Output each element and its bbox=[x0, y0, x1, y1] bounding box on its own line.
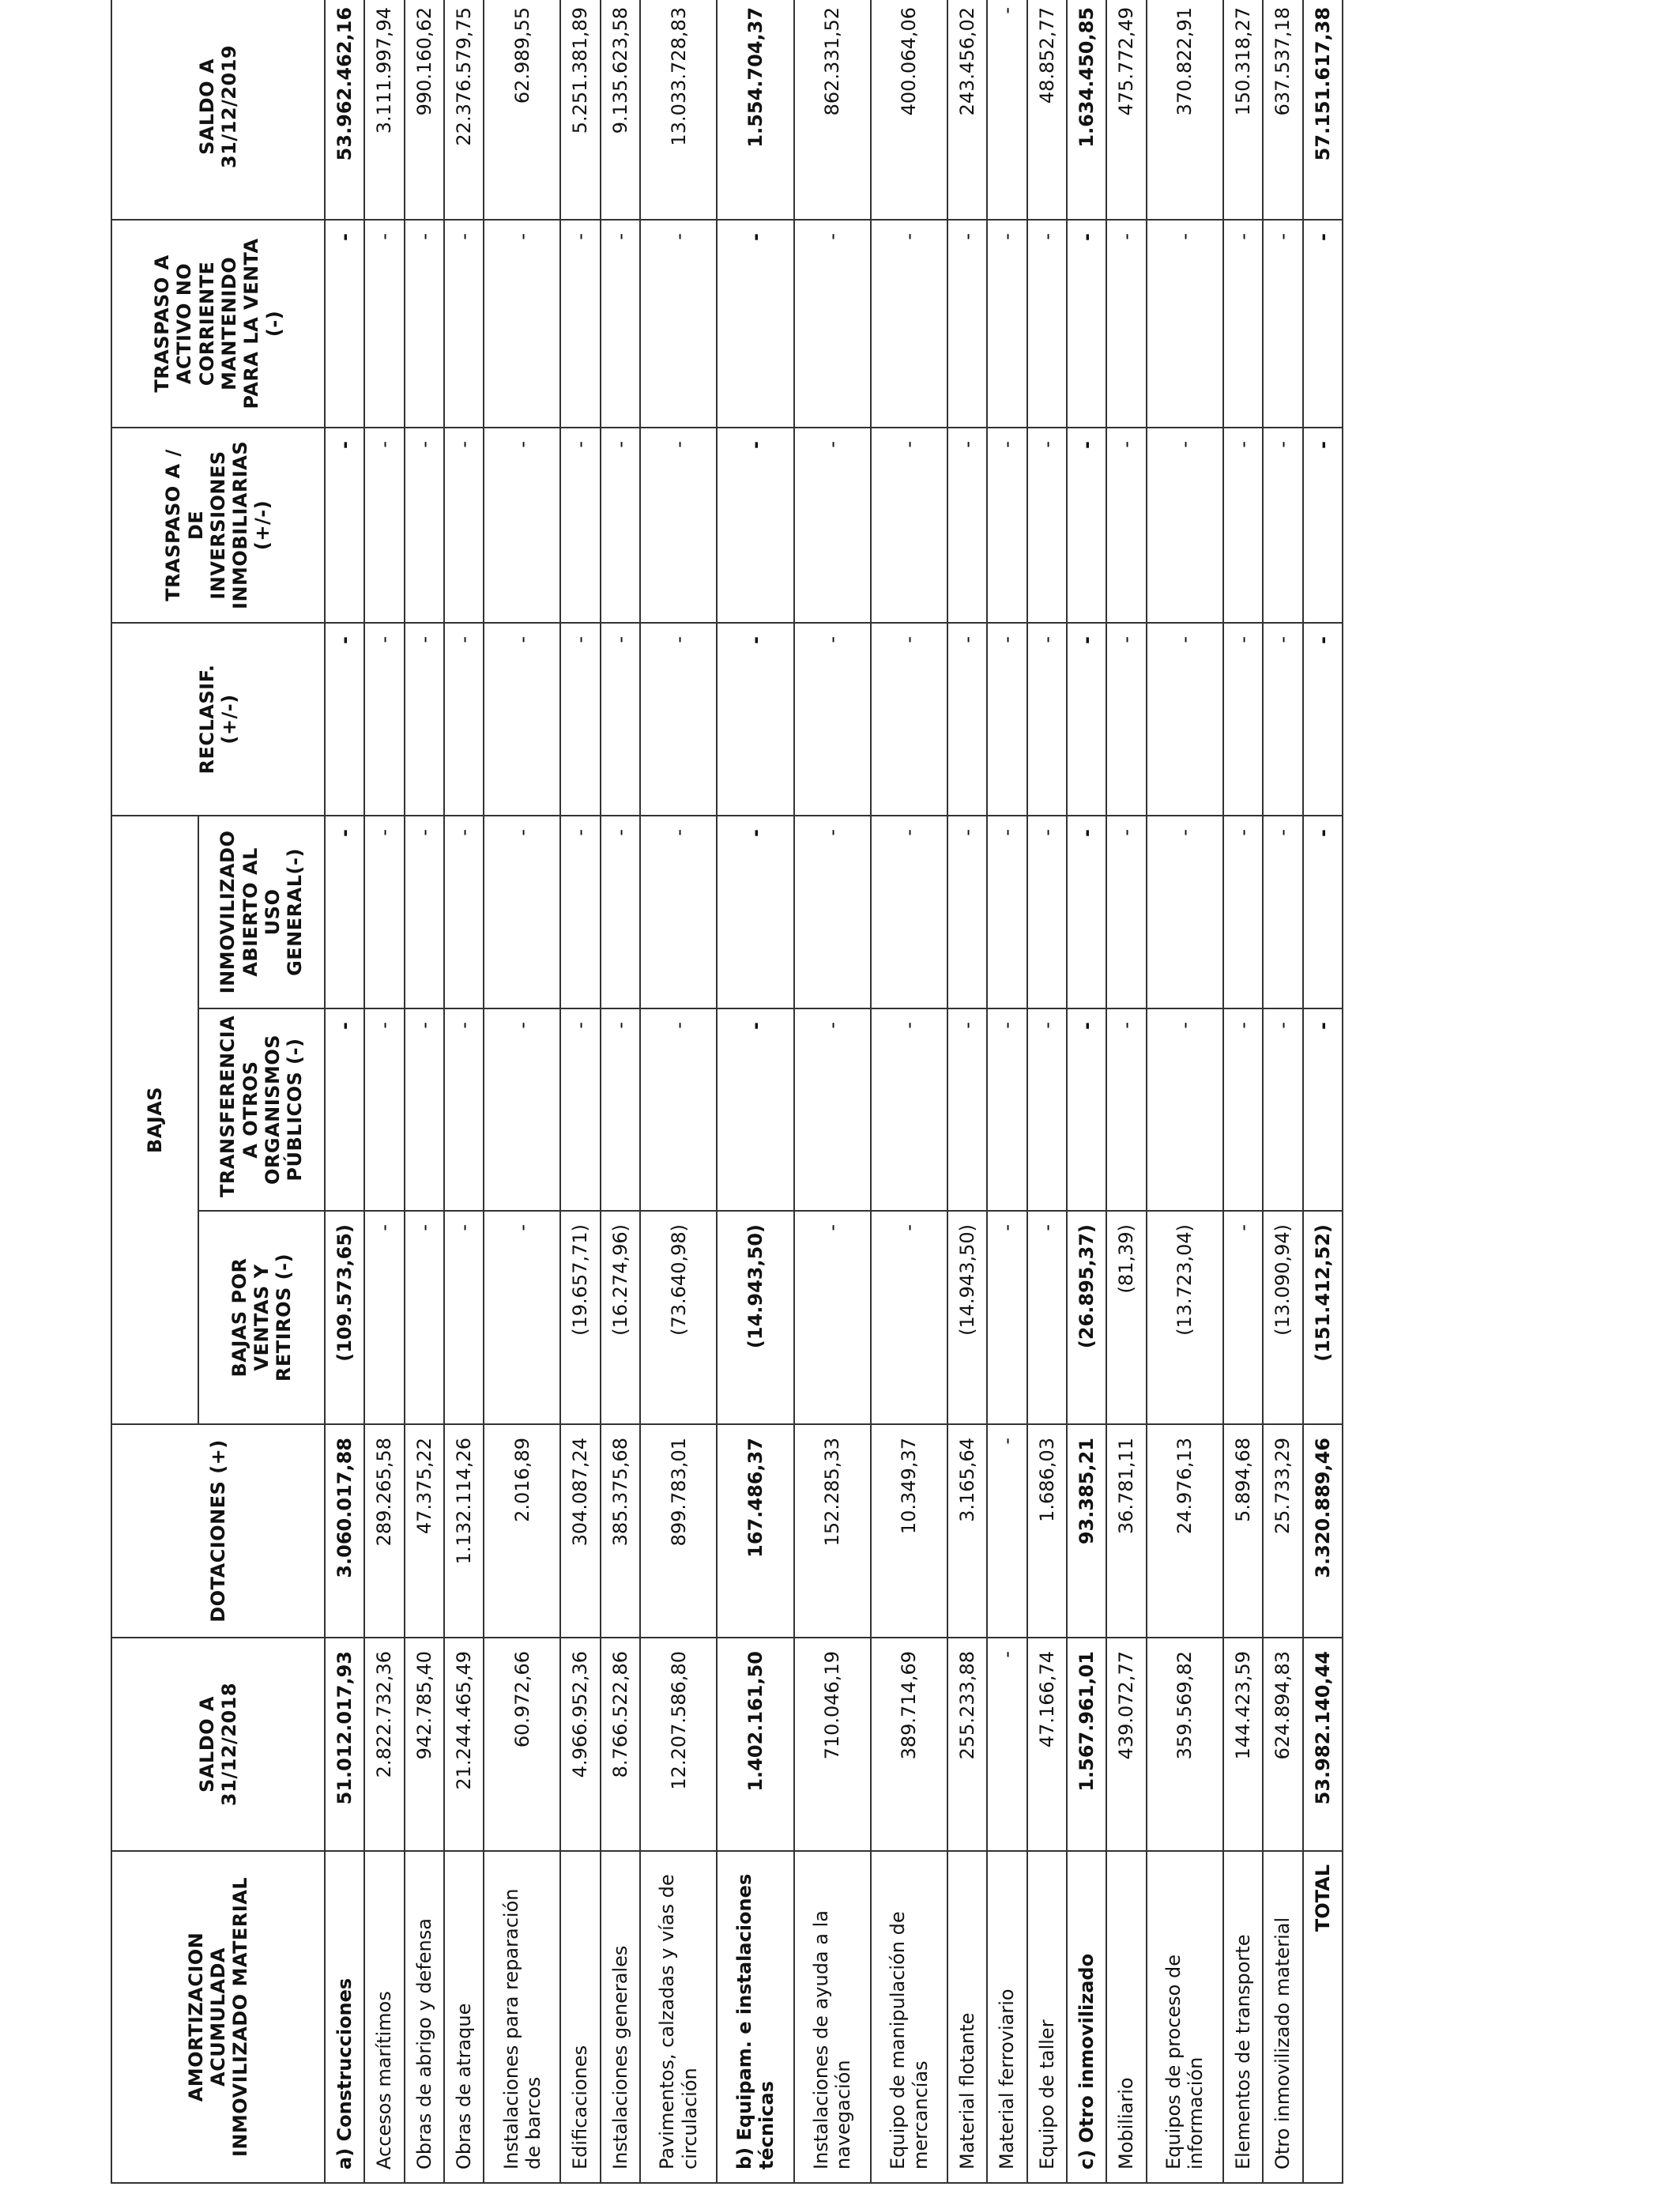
concept-cell: Material flotante bbox=[947, 1851, 987, 2183]
table-row bbox=[640, 0, 717, 2183]
reclasif-cell: - bbox=[717, 623, 793, 816]
header-saldo-final: SALDO A 31/12/2019 bbox=[111, 0, 325, 220]
traspaso-inversiones-cell: - bbox=[794, 428, 871, 623]
saldo-final-cell: 150.318,27 bbox=[1223, 0, 1263, 220]
saldo-final-cell: 53.962.462,16 bbox=[325, 0, 364, 220]
dotaciones-cell: 1.132.114,26 bbox=[444, 1424, 484, 1638]
reclasif-cell: - bbox=[1106, 623, 1146, 816]
saldo-final-cell: 243.456,02 bbox=[947, 0, 987, 220]
transferencia-cell: - bbox=[364, 1008, 404, 1211]
reclasif-cell: - bbox=[987, 623, 1026, 816]
concept-cell: Edificaciones bbox=[560, 1851, 600, 2183]
saldo-final-cell: 22.376.579,75 bbox=[444, 0, 484, 220]
saldo-inicial-cell: 2.822.732,36 bbox=[364, 1638, 404, 1851]
concept-cell: Equipos de proceso de información bbox=[1147, 1851, 1223, 2183]
saldo-inicial-cell: 21.244.465,49 bbox=[444, 1638, 484, 1851]
inmovilizado-uso-cell: - bbox=[640, 816, 717, 1008]
transferencia-cell: - bbox=[1303, 1008, 1343, 1211]
reclasif-cell: - bbox=[1303, 623, 1343, 816]
dotaciones-cell: 899.783,01 bbox=[640, 1424, 717, 1638]
traspaso-activo-cell: - bbox=[871, 220, 947, 428]
transferencia-cell: - bbox=[640, 1008, 717, 1211]
table-row bbox=[364, 0, 404, 2183]
bajas-ventas-cell: - bbox=[987, 1211, 1026, 1424]
concept-cell: Instalaciones de ayuda a la navegación bbox=[794, 1851, 871, 2183]
concept-cell: Pavimentos, calzadas y vías de circulación bbox=[640, 1851, 717, 2183]
reclasif-cell: - bbox=[1067, 623, 1106, 816]
saldo-final-cell: 9.135.623,58 bbox=[601, 0, 640, 220]
transferencia-cell: - bbox=[560, 1008, 600, 1211]
saldo-inicial-cell: 942.785,40 bbox=[405, 1638, 444, 1851]
concept-cell: a) Construcciones bbox=[325, 1851, 364, 2183]
header-inmovilizado-uso: INMOVILIZADO ABIERTO AL USO GENERAL(-) bbox=[198, 816, 325, 1008]
dotaciones-cell: 2.016,89 bbox=[484, 1424, 560, 1638]
inmovilizado-uso-cell: - bbox=[1223, 816, 1263, 1008]
saldo-final-cell: 62.989,55 bbox=[484, 0, 560, 220]
table-row bbox=[1223, 0, 1263, 2183]
concept-cell: c) Otro inmovilizado bbox=[1067, 1851, 1106, 2183]
concept-cell: Instalaciones generales bbox=[601, 1851, 640, 2183]
saldo-inicial-cell: 53.982.140,44 bbox=[1303, 1638, 1343, 1851]
transferencia-cell: - bbox=[325, 1008, 364, 1211]
reclasif-cell: - bbox=[947, 623, 987, 816]
table-row bbox=[484, 0, 560, 2183]
traspaso-inversiones-cell: - bbox=[1027, 428, 1067, 623]
table-row bbox=[325, 0, 364, 2183]
table-row bbox=[560, 0, 600, 2183]
table-row bbox=[1027, 0, 1067, 2183]
reclasif-cell: - bbox=[601, 623, 640, 816]
transferencia-cell: - bbox=[947, 1008, 987, 1211]
saldo-inicial-cell: - bbox=[987, 1638, 1026, 1851]
table-row bbox=[405, 0, 444, 2183]
table-row bbox=[444, 0, 484, 2183]
header-transferencia: TRANSFERENCIA A OTROS ORGANISMOS PÚBLICOS (-) bbox=[198, 1008, 325, 1211]
inmovilizado-uso-cell: - bbox=[444, 816, 484, 1008]
inmovilizado-uso-cell: - bbox=[1263, 816, 1302, 1008]
traspaso-inversiones-cell: - bbox=[1303, 428, 1343, 623]
saldo-inicial-cell: 12.207.586,80 bbox=[640, 1638, 717, 1851]
reclasif-cell: - bbox=[871, 623, 947, 816]
transferencia-cell: - bbox=[1067, 1008, 1106, 1211]
dotaciones-cell: 152.285,33 bbox=[794, 1424, 871, 1638]
saldo-inicial-cell: 1.567.961,01 bbox=[1067, 1638, 1106, 1851]
concept-cell: Otro inmovilizado material bbox=[1263, 1851, 1302, 2183]
table-row bbox=[1067, 0, 1106, 2183]
bajas-ventas-cell: - bbox=[871, 1211, 947, 1424]
transferencia-cell: - bbox=[871, 1008, 947, 1211]
dotaciones-cell: 5.894,68 bbox=[1223, 1424, 1263, 1638]
table-row bbox=[717, 0, 793, 2183]
dotaciones-cell: 36.781,11 bbox=[1106, 1424, 1146, 1638]
saldo-inicial-cell: 4.966.952,36 bbox=[560, 1638, 600, 1851]
total-row bbox=[1303, 0, 1343, 2183]
inmovilizado-uso-cell: - bbox=[364, 816, 404, 1008]
inmovilizado-uso-cell: - bbox=[947, 816, 987, 1008]
saldo-final-cell: 1.634.450,85 bbox=[1067, 0, 1106, 220]
dotaciones-cell: 93.385,21 bbox=[1067, 1424, 1106, 1638]
saldo-final-cell: 475.772,49 bbox=[1106, 0, 1146, 220]
inmovilizado-uso-cell: - bbox=[1303, 816, 1343, 1008]
bajas-ventas-cell: - bbox=[405, 1211, 444, 1424]
transferencia-cell: - bbox=[444, 1008, 484, 1211]
traspaso-inversiones-cell: - bbox=[484, 428, 560, 623]
traspaso-inversiones-cell: - bbox=[560, 428, 600, 623]
bajas-ventas-cell: (19.657,71) bbox=[560, 1211, 600, 1424]
concept-cell: Mobiliario bbox=[1106, 1851, 1146, 2183]
traspaso-activo-cell: - bbox=[1067, 220, 1106, 428]
traspaso-inversiones-cell: - bbox=[1067, 428, 1106, 623]
traspaso-inversiones-cell: - bbox=[444, 428, 484, 623]
reclasif-cell: - bbox=[640, 623, 717, 816]
dotaciones-cell: 25.733,29 bbox=[1263, 1424, 1302, 1638]
traspaso-inversiones-cell: - bbox=[987, 428, 1026, 623]
transferencia-cell: - bbox=[601, 1008, 640, 1211]
table-row bbox=[871, 0, 947, 2183]
table-row bbox=[1147, 0, 1223, 2183]
table-row bbox=[794, 0, 871, 2183]
saldo-inicial-cell: 255.233,88 bbox=[947, 1638, 987, 1851]
saldo-inicial-cell: 47.166,74 bbox=[1027, 1638, 1067, 1851]
dotaciones-cell: 3.320.889,46 bbox=[1303, 1424, 1343, 1638]
saldo-final-cell: 370.822,91 bbox=[1147, 0, 1223, 220]
bajas-ventas-cell: (13.723,04) bbox=[1147, 1211, 1223, 1424]
traspaso-activo-cell: - bbox=[1106, 220, 1146, 428]
traspaso-inversiones-cell: - bbox=[601, 428, 640, 623]
bajas-ventas-cell: (13.090,94) bbox=[1263, 1211, 1302, 1424]
traspaso-activo-cell: - bbox=[601, 220, 640, 428]
dotaciones-cell: 289.265,58 bbox=[364, 1424, 404, 1638]
saldo-final-cell: 5.251.381,89 bbox=[560, 0, 600, 220]
traspaso-activo-cell: - bbox=[325, 220, 364, 428]
bajas-ventas-cell: (81,39) bbox=[1106, 1211, 1146, 1424]
traspaso-activo-cell: - bbox=[794, 220, 871, 428]
saldo-inicial-cell: 51.012.017,93 bbox=[325, 1638, 364, 1851]
header-saldo-inicial: SALDO A 31/12/2018 bbox=[111, 1638, 325, 1851]
saldo-final-cell: 400.064,06 bbox=[871, 0, 947, 220]
transferencia-cell: - bbox=[717, 1008, 793, 1211]
inmovilizado-uso-cell: - bbox=[560, 816, 600, 1008]
traspaso-activo-cell: - bbox=[947, 220, 987, 428]
transferencia-cell: - bbox=[405, 1008, 444, 1211]
traspaso-activo-cell: - bbox=[444, 220, 484, 428]
traspaso-inversiones-cell: - bbox=[640, 428, 717, 623]
bajas-ventas-cell: - bbox=[1027, 1211, 1067, 1424]
dotaciones-cell: 47.375,22 bbox=[405, 1424, 444, 1638]
header-bajas: BAJAS bbox=[111, 816, 198, 1424]
saldo-final-cell: 3.111.997,94 bbox=[364, 0, 404, 220]
reclasif-cell: - bbox=[444, 623, 484, 816]
bajas-ventas-cell: (26.895,37) bbox=[1067, 1211, 1106, 1424]
transferencia-cell: - bbox=[1106, 1008, 1146, 1211]
amortization-table bbox=[111, 0, 1343, 2184]
inmovilizado-uso-cell: - bbox=[1067, 816, 1106, 1008]
saldo-inicial-cell: 389.714,69 bbox=[871, 1638, 947, 1851]
bajas-ventas-cell: - bbox=[364, 1211, 404, 1424]
saldo-inicial-cell: 439.072,77 bbox=[1106, 1638, 1146, 1851]
saldo-final-cell: 990.160,62 bbox=[405, 0, 444, 220]
saldo-final-cell: 13.033.728,83 bbox=[640, 0, 717, 220]
traspaso-activo-cell: - bbox=[987, 220, 1026, 428]
inmovilizado-uso-cell: - bbox=[794, 816, 871, 1008]
concept-cell: Equipo de manipulación de mercancías bbox=[871, 1851, 947, 2183]
reclasif-cell: - bbox=[794, 623, 871, 816]
table-body bbox=[325, 0, 1343, 2183]
saldo-final-cell: 637.537,18 bbox=[1263, 0, 1302, 220]
reclasif-cell: - bbox=[484, 623, 560, 816]
inmovilizado-uso-cell: - bbox=[484, 816, 560, 1008]
rotated-page bbox=[111, 0, 1343, 2184]
traspaso-activo-cell: - bbox=[364, 220, 404, 428]
transferencia-cell: - bbox=[1223, 1008, 1263, 1211]
traspaso-activo-cell: - bbox=[1223, 220, 1263, 428]
bajas-ventas-cell: (151.412,52) bbox=[1303, 1211, 1343, 1424]
saldo-inicial-cell: 60.972,66 bbox=[484, 1638, 560, 1851]
reclasif-cell: - bbox=[364, 623, 404, 816]
table-row bbox=[601, 0, 640, 2183]
dotaciones-cell: 24.976,13 bbox=[1147, 1424, 1223, 1638]
traspaso-inversiones-cell: - bbox=[405, 428, 444, 623]
saldo-final-cell: 57.151.617,38 bbox=[1303, 0, 1343, 220]
concept-cell: Accesos marítimos bbox=[364, 1851, 404, 2183]
transferencia-cell: - bbox=[484, 1008, 560, 1211]
bajas-ventas-cell: (14.943,50) bbox=[947, 1211, 987, 1424]
dotaciones-cell: 304.087,24 bbox=[560, 1424, 600, 1638]
transferencia-cell: - bbox=[1263, 1008, 1302, 1211]
saldo-inicial-cell: 359.569,82 bbox=[1147, 1638, 1223, 1851]
reclasif-cell: - bbox=[560, 623, 600, 816]
reclasif-cell: - bbox=[1147, 623, 1223, 816]
inmovilizado-uso-cell: - bbox=[1106, 816, 1146, 1008]
bajas-ventas-cell: (16.274,96) bbox=[601, 1211, 640, 1424]
table-row bbox=[947, 0, 987, 2183]
inmovilizado-uso-cell: - bbox=[987, 816, 1026, 1008]
bajas-ventas-cell: - bbox=[444, 1211, 484, 1424]
inmovilizado-uso-cell: - bbox=[325, 816, 364, 1008]
table-row bbox=[987, 0, 1026, 2183]
traspaso-activo-cell: - bbox=[717, 220, 793, 428]
table-row bbox=[1106, 0, 1146, 2183]
header-bajas-ventas: BAJAS POR VENTAS Y RETIROS (-) bbox=[198, 1211, 325, 1424]
traspaso-inversiones-cell: - bbox=[1223, 428, 1263, 623]
traspaso-activo-cell: - bbox=[1027, 220, 1067, 428]
header-concept: AMORTIZACION ACUMULADA INMOVILIZADO MATERIAL bbox=[111, 1851, 325, 2183]
header-dotaciones: DOTACIONES (+) bbox=[111, 1424, 325, 1638]
saldo-final-cell: 1.554.704,37 bbox=[717, 0, 793, 220]
traspaso-activo-cell: - bbox=[405, 220, 444, 428]
traspaso-inversiones-cell: - bbox=[1263, 428, 1302, 623]
traspaso-inversiones-cell: - bbox=[325, 428, 364, 623]
transferencia-cell: - bbox=[1027, 1008, 1067, 1211]
saldo-inicial-cell: 1.402.161,50 bbox=[717, 1638, 793, 1851]
traspaso-activo-cell: - bbox=[1147, 220, 1223, 428]
header-traspaso-activo: TRASPASO A ACTIVO NO CORRIENTE MANTENIDO PARA LA VENTA (-) bbox=[111, 220, 325, 428]
traspaso-activo-cell: - bbox=[560, 220, 600, 428]
traspaso-inversiones-cell: - bbox=[364, 428, 404, 623]
bajas-ventas-cell: (14.943,50) bbox=[717, 1211, 793, 1424]
inmovilizado-uso-cell: - bbox=[717, 816, 793, 1008]
transferencia-cell: - bbox=[794, 1008, 871, 1211]
traspaso-activo-cell: - bbox=[1263, 220, 1302, 428]
concept-cell: Obras de abrigo y defensa bbox=[405, 1851, 444, 2183]
traspaso-inversiones-cell: - bbox=[1147, 428, 1223, 623]
concept-cell: Instalaciones para reparación de barcos bbox=[484, 1851, 560, 2183]
inmovilizado-uso-cell: - bbox=[871, 816, 947, 1008]
concept-cell: TOTAL bbox=[1303, 1851, 1343, 2183]
reclasif-cell: - bbox=[405, 623, 444, 816]
table-row bbox=[1263, 0, 1302, 2183]
traspaso-inversiones-cell: - bbox=[717, 428, 793, 623]
reclasif-cell: - bbox=[1027, 623, 1067, 816]
traspaso-activo-cell: - bbox=[640, 220, 717, 428]
reclasif-cell: - bbox=[1223, 623, 1263, 816]
concept-cell: b) Equipam. e instalaciones técnicas bbox=[717, 1851, 793, 2183]
saldo-final-cell: 48.852,77 bbox=[1027, 0, 1067, 220]
inmovilizado-uso-cell: - bbox=[405, 816, 444, 1008]
saldo-inicial-cell: 8.766.522,86 bbox=[601, 1638, 640, 1851]
traspaso-activo-cell: - bbox=[1303, 220, 1343, 428]
saldo-inicial-cell: 710.046,19 bbox=[794, 1638, 871, 1851]
header-traspaso-inversiones: TRASPASO A / DE INVERSIONES INMOBILIARIAS (+/-) bbox=[111, 428, 325, 623]
saldo-final-cell: - bbox=[987, 0, 1026, 220]
traspaso-inversiones-cell: - bbox=[871, 428, 947, 623]
traspaso-inversiones-cell: - bbox=[947, 428, 987, 623]
saldo-inicial-cell: 144.423,59 bbox=[1223, 1638, 1263, 1851]
concept-cell: Material ferroviario bbox=[987, 1851, 1026, 2183]
saldo-inicial-cell: 624.894,83 bbox=[1263, 1638, 1302, 1851]
header-reclasif: RECLASIF. (+/-) bbox=[111, 623, 325, 816]
bajas-ventas-cell: (109.573,65) bbox=[325, 1211, 364, 1424]
bajas-ventas-cell: - bbox=[794, 1211, 871, 1424]
reclasif-cell: - bbox=[1263, 623, 1302, 816]
dotaciones-cell: 167.486,37 bbox=[717, 1424, 793, 1638]
dotaciones-cell: 3.060.017,88 bbox=[325, 1424, 364, 1638]
transferencia-cell: - bbox=[1147, 1008, 1223, 1211]
bajas-ventas-cell: - bbox=[1223, 1211, 1263, 1424]
transferencia-cell: - bbox=[987, 1008, 1026, 1211]
concept-cell: Obras de atraque bbox=[444, 1851, 484, 2183]
inmovilizado-uso-cell: - bbox=[601, 816, 640, 1008]
traspaso-inversiones-cell: - bbox=[1106, 428, 1146, 623]
bajas-ventas-cell: - bbox=[484, 1211, 560, 1424]
reclasif-cell: - bbox=[325, 623, 364, 816]
inmovilizado-uso-cell: - bbox=[1147, 816, 1223, 1008]
dotaciones-cell: 10.349,37 bbox=[871, 1424, 947, 1638]
dotaciones-cell: - bbox=[987, 1424, 1026, 1638]
dotaciones-cell: 1.686,03 bbox=[1027, 1424, 1067, 1638]
traspaso-activo-cell: - bbox=[484, 220, 560, 428]
concept-cell: Elementos de transporte bbox=[1223, 1851, 1263, 2183]
bajas-ventas-cell: (73.640,98) bbox=[640, 1211, 717, 1424]
dotaciones-cell: 3.165,64 bbox=[947, 1424, 987, 1638]
inmovilizado-uso-cell: - bbox=[1027, 816, 1067, 1008]
saldo-final-cell: 862.331,52 bbox=[794, 0, 871, 220]
dotaciones-cell: 385.375,68 bbox=[601, 1424, 640, 1638]
concept-cell: Equipo de taller bbox=[1027, 1851, 1067, 2183]
